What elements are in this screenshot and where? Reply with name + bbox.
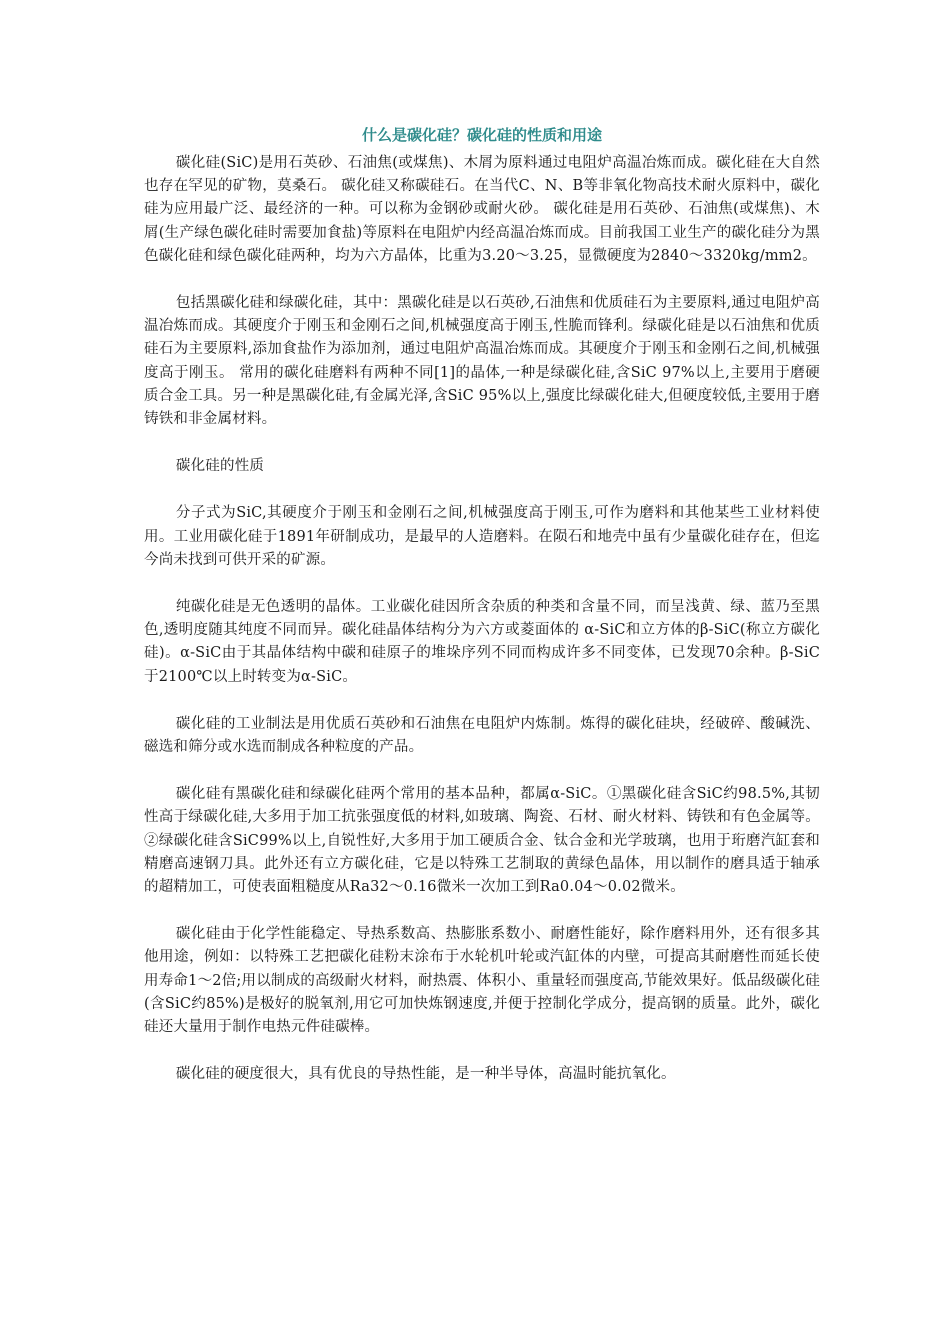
paragraph-varieties: 碳化硅有黑碳化硅和绿碳化硅两个常用的基本品种，都属α-SiC。①黑碳化硅含SiC约98.5%,其韧性高于绿碳化硅,大多用于加工抗张强度低的材料,如玻璃、陶瓷、石材、耐火材料、铸铁和有色金属等。②绿碳化硅含SiC99%以上,自锐性好,大多用于加工硬质合金、钛合金和光学玻璃，也用于珩磨汽缸套和精磨高速钢刀具。此外还有立方碳化硅，它是以特殊工艺制取的黄绿色晶体，用以制作的磨具适于轴承的超精加工，可使表面粗糙度从Ra32～0.16微米一次加工到Ra0.04～0.02微米。: [144, 786, 820, 896]
document-title: 什么是碳化硅？碳化硅的性质和用途: [361, 126, 602, 144]
paragraph-formula: 分子式为SiC,其硬度介于刚玉和金刚石之间,机械强度高于刚玉,可作为磨料和其他某些工业材料使用。工业用碳化硅于1891年研制成功，是最早的人造磨料。在陨石和地壳中虽有少量碳化硅存在，但迄今尚未找到可供开采的矿源。: [144, 505, 820, 568]
paragraph-intro: 碳化硅(SiC)是用石英砂、石油焦(或煤焦)、木屑为原料通过电阻炉高温冶炼而成。碳化硅在大自然也存在罕见的矿物，莫桑石。 碳化硅又称碳硅石。在当代C、N、B等非氧化物高技术耐火原料中，碳化硅为应用最广泛、最经济的一种。可以称为金钢砂或耐火砂。 碳化硅是用石英砂、石油焦(或煤焦)、木屑(生产绿色碳化硅时需要加食盐)等原料在电阻炉内经高温冶炼而成。目前我国工业生产的碳化硅分为黑色碳化硅和绿色碳化硅两种，均为六方晶体，比重为3.20～3.25，显微硬度为2840～3320kg/mm2。: [144, 155, 820, 264]
paragraph-crystal: 纯碳化硅是无色透明的晶体。工业碳化硅因所含杂质的种类和含量不同，而呈浅黄、绿、蓝乃至黑色,透明度随其纯度不同而异。碳化硅晶体结构分为六方或菱面体的 α-SiC和立方体的β-SiC(称立方碳化硅)。α-SiC由于其晶体结构中碳和硅原子的堆垛序列不同而构成许多不同变体，已发现70余种。β-SiC于2100℃以上时转变为α-SiC。: [144, 599, 820, 685]
paragraph-hardness: 碳化硅的硬度很大，具有优良的导热性能，是一种半导体，高温时能抗氧化。: [175, 1066, 676, 1083]
paragraph-production: 碳化硅的工业制法是用优质石英砂和石油焦在电阻炉内炼制。炼得的碳化硅块，经破碎、酸碱洗、磁选和筛分或水选而制成各种粒度的产品。: [144, 715, 820, 756]
paragraph-uses: 碳化硅由于化学性能稳定、导热系数高、热膨胀系数小、耐磨性能好，除作磨料用外，还有很多其他用途，例如：以特殊工艺把碳化硅粉末涂布于水轮机叶轮或汽缸体的内壁，可提高其耐磨性而延长使用寿命1～2倍;用以制成的高级耐火材料，耐热震、体积小、重量轻而强度高,节能效果好。低品级碳化硅(含SiC约85%)是极好的脱氧剂,用它可加快炼钢速度,并便于控制化学成分，提高钢的质量。此外，碳化硅还大量用于制作电热元件硅碳棒。: [144, 926, 820, 1036]
paragraph-types: 包括黑碳化硅和绿碳化硅，其中：黑碳化硅是以石英砂,石油焦和优质硅石为主要原料,通过电阻炉高温冶炼而成。其硬度介于刚玉和金刚石之间,机械强度高于刚玉,性脆而锋利。绿碳化硅是以石油焦和优质硅石为主要原料,添加食盐作为添加剂，通过电阻炉高温冶炼而成。其硬度介于刚玉和金刚石之间,机械强度高于刚玉。 常用的碳化硅磨料有两种不同[1]的晶体,一种是绿碳化硅,含SiC 97%以上,主要用于磨硬质合金工具。另一种是黑碳化硅,有金属光泽,含SiC 95%以上,强度比绿碳化硅大,但硬度较低,主要用于磨铸铁和非金属材料。: [144, 295, 820, 428]
section-heading-properties: 碳化硅的性质: [175, 458, 265, 475]
document-body: [144, 124, 820, 1111]
